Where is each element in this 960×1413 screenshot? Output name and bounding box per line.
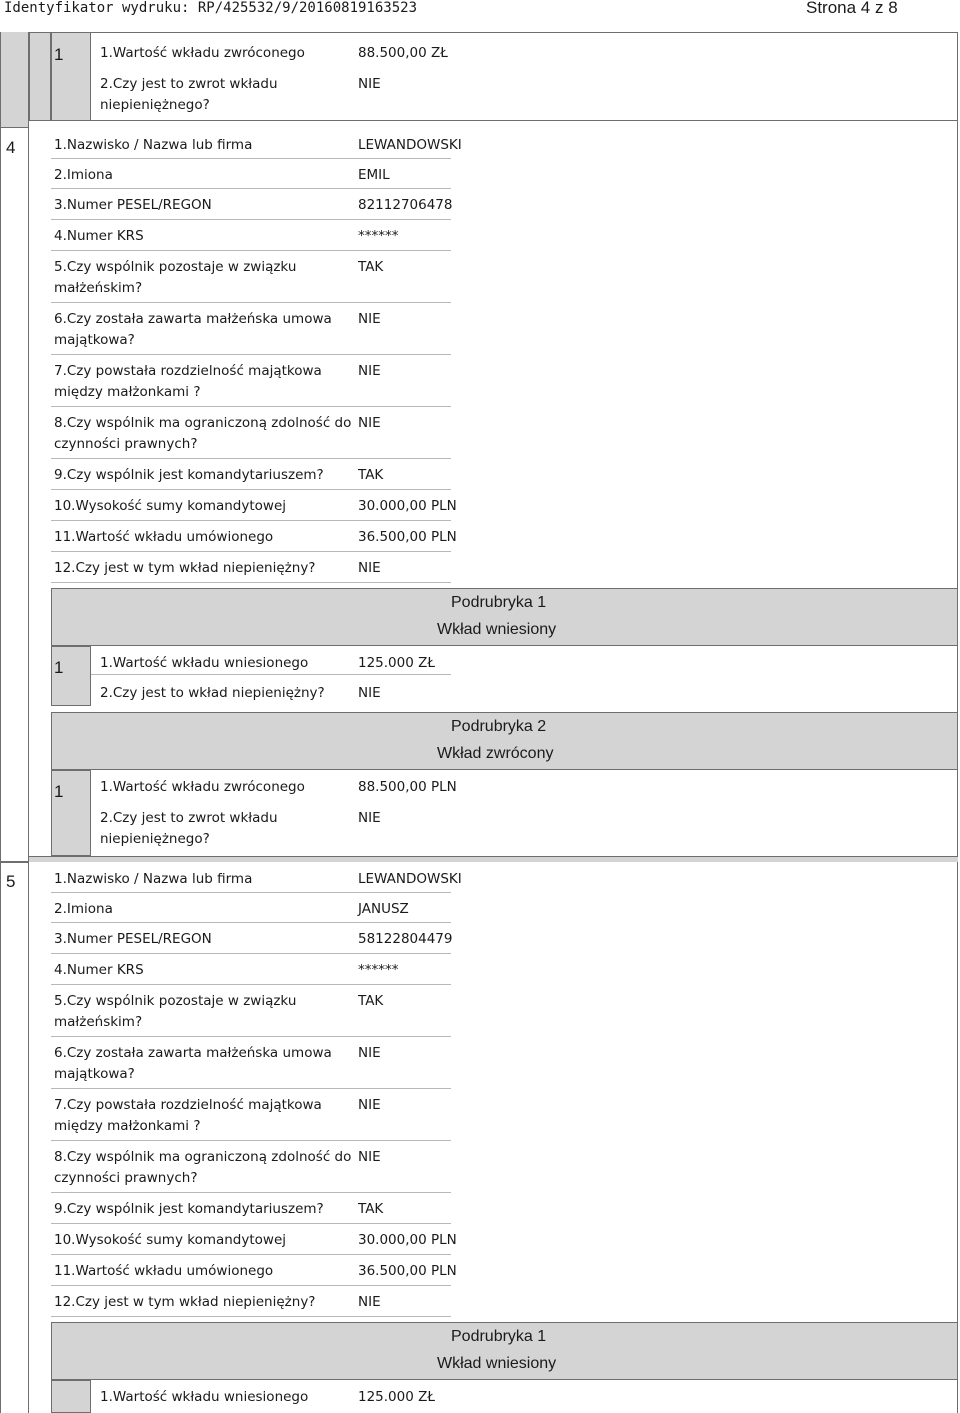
field-value: ****** xyxy=(358,962,399,978)
field-label: 4.Numer KRS xyxy=(54,228,144,244)
field-label: 12.Czy jest w tym wkład niepieniężny? xyxy=(54,1294,316,1310)
field-value: NIE xyxy=(358,560,381,576)
print-identifier: Identyfikator wydruku: RP/425532/9/20160819163523 xyxy=(4,0,418,16)
field-value: 58122804479 xyxy=(358,931,453,947)
field-value: 82112706478 xyxy=(358,197,453,213)
field-value: LEWANDOWSKI xyxy=(358,871,462,887)
p4-sub2-v1: 88.500,00 PLN xyxy=(358,779,457,795)
field-label: 10.Wysokość sumy komandytowej xyxy=(54,1232,287,1248)
field-value: 36.500,00 PLN xyxy=(358,1263,457,1279)
p4-sub2-num: 1 xyxy=(54,782,64,801)
p5-sub1-q1: 1.Wartość wkładu wniesionego xyxy=(100,1389,309,1405)
field-label: majątkowa? xyxy=(54,332,135,348)
field-label: 11.Wartość wkładu umówionego xyxy=(54,529,274,545)
field-label: 6.Czy została zawarta małżeńska umowa xyxy=(54,1045,332,1061)
partner-4-num-cell xyxy=(0,127,29,862)
field-label: 8.Czy wspólnik ma ograniczoną zdolność do xyxy=(54,1149,352,1165)
divider xyxy=(91,674,451,675)
page-number: Strona 4 z 8 xyxy=(806,0,898,17)
field-value: 30.000,00 PLN xyxy=(358,498,457,514)
field-label: 11.Wartość wkładu umówionego xyxy=(54,1263,274,1279)
field-value: JANUSZ xyxy=(358,901,409,917)
field-label: 3.Numer PESEL/REGON xyxy=(54,931,212,947)
field-label: 10.Wysokość sumy komandytowej xyxy=(54,498,287,514)
field-label: 1.Nazwisko / Nazwa lub firma xyxy=(54,137,253,153)
p4-sub2-q2b: niepieniężnego? xyxy=(100,831,210,847)
top-v1: 88.500,00 ZŁ xyxy=(358,45,448,61)
top-q1: 1.Wartość wkładu zwróconego xyxy=(100,45,305,61)
field-value: TAK xyxy=(358,467,384,483)
field-label: między małżonkami ? xyxy=(54,1118,201,1134)
partner-5-number: 5 xyxy=(6,872,16,891)
p4-sub1-v2: NIE xyxy=(358,685,381,701)
p4-sub1-v1: 125.000 ZŁ xyxy=(358,655,435,671)
field-label: 12.Czy jest w tym wkład niepieniężny? xyxy=(54,560,316,576)
field-value: TAK xyxy=(358,993,384,1009)
p4-sub2-v2: NIE xyxy=(358,810,381,826)
p4-sub1-q2: 2.Czy jest to wkład niepieniężny? xyxy=(100,685,325,701)
field-value: 30.000,00 PLN xyxy=(358,1232,457,1248)
field-value: 36.500,00 PLN xyxy=(358,529,457,545)
field-value: NIE xyxy=(358,1149,381,1165)
field-label: między małżonkami ? xyxy=(54,384,201,400)
top-q2b: niepieniężnego? xyxy=(100,97,210,113)
partner-4-footer xyxy=(29,856,958,862)
top-row-number: 1 xyxy=(54,45,64,64)
field-value: EMIL xyxy=(358,167,390,183)
field-value: NIE xyxy=(358,1045,381,1061)
field-label: 8.Czy wspólnik ma ograniczoną zdolność do xyxy=(54,415,352,431)
field-value: NIE xyxy=(358,1097,381,1113)
partner-5-num-cell xyxy=(0,862,29,1413)
field-value: NIE xyxy=(358,1294,381,1310)
field-value: LEWANDOWSKI xyxy=(358,137,462,153)
field-label: małżeńskim? xyxy=(54,1014,143,1030)
field-value: NIE xyxy=(358,415,381,431)
field-label: 7.Czy powstała rozdzielność majątkowa xyxy=(54,1097,322,1113)
top-v2: NIE xyxy=(358,76,381,92)
field-value: NIE xyxy=(358,363,381,379)
field-label: czynności prawnych? xyxy=(54,436,198,452)
p5-sub1-gutter xyxy=(51,1380,91,1413)
field-label: czynności prawnych? xyxy=(54,1170,198,1186)
p4-sub2-title: Podrubryka 2 xyxy=(451,718,547,735)
field-label: małżeńskim? xyxy=(54,280,143,296)
field-label: 5.Czy wspólnik pozostaje w związku xyxy=(54,259,297,275)
p5-sub1-title: Podrubryka 1 xyxy=(451,1328,547,1345)
field-label: 1.Nazwisko / Nazwa lub firma xyxy=(54,871,253,887)
field-value: ****** xyxy=(358,228,399,244)
p5-sub1-v1: 125.000 ZŁ xyxy=(358,1389,435,1405)
p4-sub1-q1: 1.Wartość wkładu wniesionego xyxy=(100,655,309,671)
field-label: 9.Czy wspólnik jest komandytariuszem? xyxy=(54,1201,324,1217)
field-label: 7.Czy powstała rozdzielność majątkowa xyxy=(54,363,322,379)
field-label: 9.Czy wspólnik jest komandytariuszem? xyxy=(54,467,324,483)
partner-4-number: 4 xyxy=(6,138,16,157)
gutter-top xyxy=(29,32,51,121)
p5-sub1-subtitle: Wkład wniesiony xyxy=(437,1355,557,1372)
p4-sub1-num: 1 xyxy=(54,658,64,677)
field-label: 2.Imiona xyxy=(54,167,113,183)
field-value: TAK xyxy=(358,259,384,275)
p4-sub2-q1: 1.Wartość wkładu zwróconego xyxy=(100,779,305,795)
field-label: 6.Czy została zawarta małżeńska umowa xyxy=(54,311,332,327)
field-label: majątkowa? xyxy=(54,1066,135,1082)
field-label: 2.Imiona xyxy=(54,901,113,917)
p4-sub2-q2a: 2.Czy jest to zwrot wkładu xyxy=(100,810,278,826)
field-label: 5.Czy wspólnik pozostaje w związku xyxy=(54,993,297,1009)
field-label: 3.Numer PESEL/REGON xyxy=(54,197,212,213)
field-value: NIE xyxy=(358,311,381,327)
p4-sub2-subtitle: Wkład zwrócony xyxy=(437,745,554,762)
field-value: TAK xyxy=(358,1201,384,1217)
field-label: 4.Numer KRS xyxy=(54,962,144,978)
p4-sub1-subtitle: Wkład wniesiony xyxy=(437,621,557,638)
top-q2a: 2.Czy jest to zwrot wkładu xyxy=(100,76,278,92)
p4-sub1-title: Podrubryka 1 xyxy=(451,594,547,611)
